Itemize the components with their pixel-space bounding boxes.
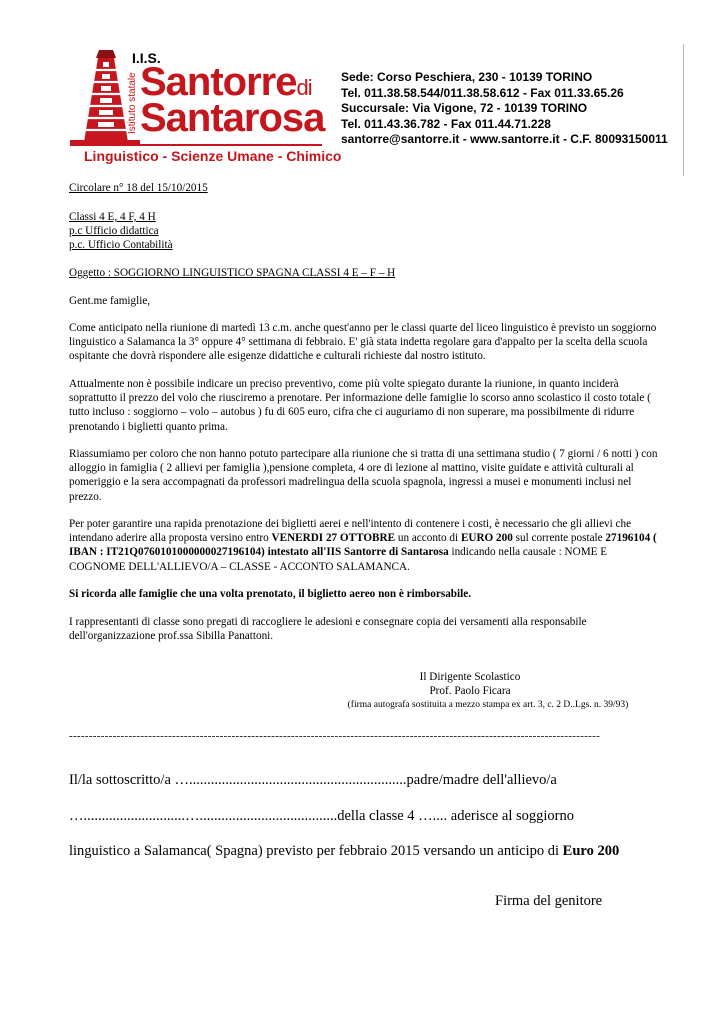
circolare-number: Circolare n° 18 del 15/10/2015	[69, 182, 208, 194]
logo-name-line1: Santorredi	[140, 60, 312, 104]
header-divider	[683, 44, 684, 176]
paragraph-details: Riassumiamo per coloro che non hanno potuto partecipare alla riunione che si tratta di una settimana studio ( 7 giorni / 6 notti ) con alloggio in famiglia ( 2 allievi per famiglia ),pensione completa, 4 ore di lezione al mattino, visite guidate e attività culturali al pomeriggio e la sera accompagnati da professori madrelingua della scuola spagnola, ingressi a musei e monumenti inclusi nel prezzo.	[69, 448, 658, 503]
logo-istituto: Istituto statale	[127, 72, 138, 134]
contact-line: Succursale: Via Vigone, 72 - 10139 TORINO	[341, 101, 588, 116]
oggetto: Oggetto : SOGGIORNO LINGUISTICO SPAGNA CLASSI 4 E – F – H	[69, 267, 396, 279]
contact-line: Tel. 011.38.58.544/011.38.58.612 - Fax 011.33.65.26	[341, 85, 624, 100]
logo-name-line2: Santarosa	[140, 96, 325, 140]
contact-line: Sede: Corso Peschiera, 230 - 10139 TORINO	[341, 70, 593, 84]
paragraph-payment: Per poter garantire una rapida prenotazione dei biglietti aerei e nell'intento di contenere i costi, è necessario che gli allievi che intendano aderire alla proposta versino entro VENERDI 27 OTTOBRE un acconto di EURO 200 sul corrente postale 27196104 ( IBAN : IT21Q0760101000000027196104) intestato all'IIS Santorre di Santarosa indicando nella causale : NOME E COGNOME DELL'ALLIEVO/A – CLASSE - ACCONTO SALAMANCA.	[69, 518, 657, 573]
form-line-class: …............................…......................................della classe 4 ….... aderisce al soggiorno	[69, 808, 575, 824]
greeting: Gent.me famiglie,	[69, 295, 151, 307]
logo-tagline: Linguistico - Scienze Umane - Chimico	[84, 148, 342, 164]
recipient-line: p.c Ufficio didattica	[69, 225, 159, 237]
recipient-line: Classi 4 E, 4 F, 4 H	[69, 211, 156, 223]
logo-rule	[70, 144, 322, 146]
form-line-deposit: linguistico a Salamanca( Spagna) previsto per febbraio 2015 versando un anticipo di Euro 200	[69, 843, 620, 859]
cut-line: --------------------------------------------------------------------------------------------------------------------------------------	[69, 730, 601, 742]
school-contacts	[341, 70, 668, 148]
paragraph-nonrefundable: Si ricorda alle famiglie che una volta prenotato, il biglietto aereo non è rimborsabile.	[69, 588, 471, 600]
contact-line: Tel. 011.43.36.782 - Fax 011.44.71.228	[341, 116, 551, 131]
logo-iis: I.I.S.	[132, 50, 161, 66]
school-logo	[70, 48, 342, 168]
recipient-line: p.c. Ufficio Contabilità	[69, 239, 173, 251]
signature-role: Il Dirigente Scolastico	[419, 671, 521, 683]
parent-signature-label: Firma del genitore	[495, 893, 603, 909]
signature-note: (firma autografa sostituita a mezzo stampa ex art. 3, c. 2 D..Lgs. n. 39/93)	[347, 700, 629, 710]
form-line-name: Il/la sottoscritto/a …............................................................padre/madre dell'allievo/a	[69, 772, 557, 788]
signature-name: Prof. Paolo Ficara	[429, 685, 511, 697]
paragraph-intro: Come anticipato nella riunione di martedì 13 c.m. anche quest'anno per le classi quarte del liceo linguistico è previsto un soggiorno linguistico a Salamanca la 3° oppure 4° settimana di febbraio. E' già stata indetta regolare gara d'appalto per la scelta della scuola ospitante che dovrà rispondere alle esigenze didattiche e culturali richieste dal nostro istituto.	[69, 322, 657, 363]
paragraph-representatives: I rappresentanti di classe sono pregati di raccogliere le adesioni e consegnare copia dei versamenti alla responsabile dell'organizzazione prof.ssa Sibilla Panattoni.	[69, 616, 587, 643]
contact-line: santorre@santorre.it - www.santorre.it - C.F. 80093150011	[341, 132, 668, 147]
paragraph-cost: Attualmente non è possibile indicare un preciso preventivo, come più volte spiegato durante la riunione, in quanto inciderà soprattutto il prezzo del volo che riusciremo a prenotare. Per informazione delle famiglie lo scorso anno scolastico il costo totale ( tutto incluso : soggiorno – volo – autobus ) fu di 605 euro, cifra che ci auguriamo di non superare, ma possibilmente di ridurre prenotando i biglietti quanto prima.	[69, 378, 651, 433]
